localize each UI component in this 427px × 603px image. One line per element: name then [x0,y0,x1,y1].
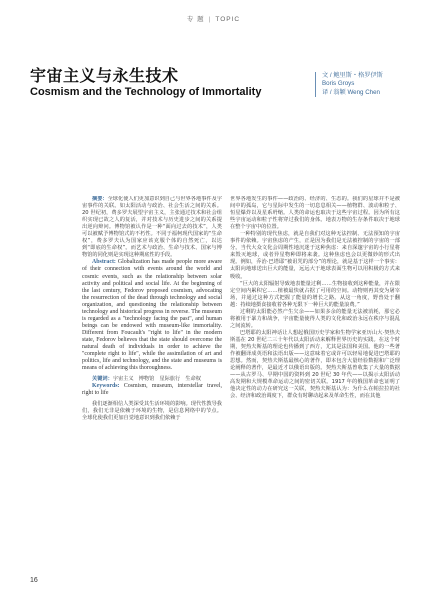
article-title-chinese: 宇宙主义与永生技术 [30,66,179,85]
abstract-chinese [82,196,222,259]
header-section: 专 题 [186,16,205,23]
body-paragraph: 世界各地发生的事件——政治的、经济的、生态的。我们的星球并不是被间中的孤岛，它与星际中发生的一切息息相关——植物群、波动和粒子、恒星爆炸以及星系坍缩。人类的命运也取决于这些宇宙过程。因为所有这些宇宙运动和粒子性将穿过我们的身体。地表万物的生存条件取决于地球在整个宇宙中的位置。 [230,196,400,231]
right-column [230,196,400,572]
article-title-english: Cosmism and the Technology of Immortality [30,86,262,98]
body-paragraph: 一种特别的现代焦虑，就是自我们对这种无法控制、无法预知的宇宙事件的依赖。宇宙焦虑的产生，正是因为我们是无法被控制的宇宙的一部分。当代大众文化会周期性地沉迷于这种焦虑：来自深邃宇宙的小行星将来毁灭地球，或者异星物种即将来袭。这种焦虑也会以更微妙的形式出现。例如，乔治·巴塔耶“被诅咒的部分”的理论，就是基于这样一个事实：太阳向地球送出巨大的能量，远远大于地球表面生物可以用积极的方式来吸收。 [230,231,400,280]
abstract-english-text: Globalization has made people more aware of their connection with events around the world and cosmic events, such as the relationship between solar activity and political and social life. At the beginning of the last century, Fedorov proposed cosmism, advocating the resurrection of the dead through technology and social organization, and questioning the relationship between technology and historical progress in reverse. The museum is regarded as a "technology facing the past", and human beings can be endowed with museum-like immortality. Different from Foucault's "right to life" in the modern state, Fedorov believes that the state should overcome the natural death of individuals in order to achieve the "complete right to life", while the assimilation of art and politics, life and technology, and the state and museums is means of achieving this thoroughness. [82,259,222,372]
header-topic: TOPIC [215,16,241,23]
abstract-chinese-label: 摘要： [92,196,108,202]
page-number: 16 [30,577,38,584]
author-name-english: Boris Groys [322,80,355,88]
abstract-english-label: Abstract: [92,259,116,266]
keywords-chinese-label: 关键词： [92,376,113,383]
keywords-chinese [82,376,222,383]
author-line: 文 / 鲍里斯・格罗伊斯 [322,72,383,79]
body-intro-paragraph: 我们逐渐相信人类深受其生活环境的影响。现代性教导我们，我们无非是依赖于环境的生物，是信息网络中的节点。全球化使我们更加自觉地意识到我们依赖于 [82,401,222,422]
abstract-chinese-text: 全球化使人们更加意识到自己与世界各地事件及宇宙事件的关联。如太阳活动与政治、社会生活之间的关系。20 世纪初，费多罗夫展望宇宙主义，主张通过技术和社会组织实现已故之人的复活，并对技术与历史进步之间的关系提出逆向辩问。博物馆被认作是一种“面向过去的技术”，人类可以被赋予博物馆式的不朽性。不同于福柯现代国家的“生命权”，费多罗夫认为国家应该克服个体的自然死亡，以达到“即底的生命权”。而艺术与政治、生命与技术、国家与博物馆的同化则是实现这种期底性的手段。 [82,196,222,259]
keywords-chinese-text: 宇宙主义 博物馆 星际旅行 生命权 [112,376,201,383]
header-divider: | [208,16,212,23]
left-column [82,196,222,546]
body-quote-paragraph: “巨大的太阳辐射导致地表能量过剩……生物接收到这种能量，并在限定空间内累积它……植被最快就占据了可用的空间。动物则再其变为屠宰场，并通过这种方式把握了能量的增长之路。从这一角度，野兽处于翻越：持续地摄食接收着各种无限下一种巨大的能量浪费。” [230,280,400,308]
keywords-english-text: Cosmism, museum, interstellar travel, right to life [82,383,222,397]
keywords-english [82,383,222,397]
running-header [0,14,427,23]
keywords-english-label: Keywords: [92,383,120,390]
translator-line: 译 / 翁颖 Weng Chen [322,88,381,96]
abstract-english [82,259,222,372]
body-paragraph: 巴塔耶的太阳神话让人想起俄国历史学家和生物学家亚历山大·契热夫斯基在 20 世纪二三十年代以太阳活动来解释世界历史的实践。在这个时期，契热夫斯基的理论也传播到了西方，尤其是法国和美国。他的一些著作被翻译成英语和法语出版——这意味着它或许可以轻易地促进巴塔耶的思想。然而，契热夫斯基最核心的著作，即本包含大量经验数据和广泛理论阐释的著作，是最近才以俄语出版的。契热夫斯基曾收集了大量的数据——从古罗马、早期中国的资料到 20 世纪 30 年代——以揭示太阳活动高发期和大规模革命运动之间的密切关联。1917 年的俄国革命也证明了他决定性的动力在研究这一关联，契热夫斯基认为：为什么在帕拉拉的社会、经济和政治调度下，群众有时聊动起来及革命生性，而在其他 [230,329,400,400]
author-block [315,72,412,97]
body-paragraph: 过剩的太阳能必然产生欠余——如果多余的能量无法被消耗，那它必将被用于暴力和战争，宇宙能量使得人类的文化和政治永远在秩序与混乱之间流转。 [230,308,400,329]
